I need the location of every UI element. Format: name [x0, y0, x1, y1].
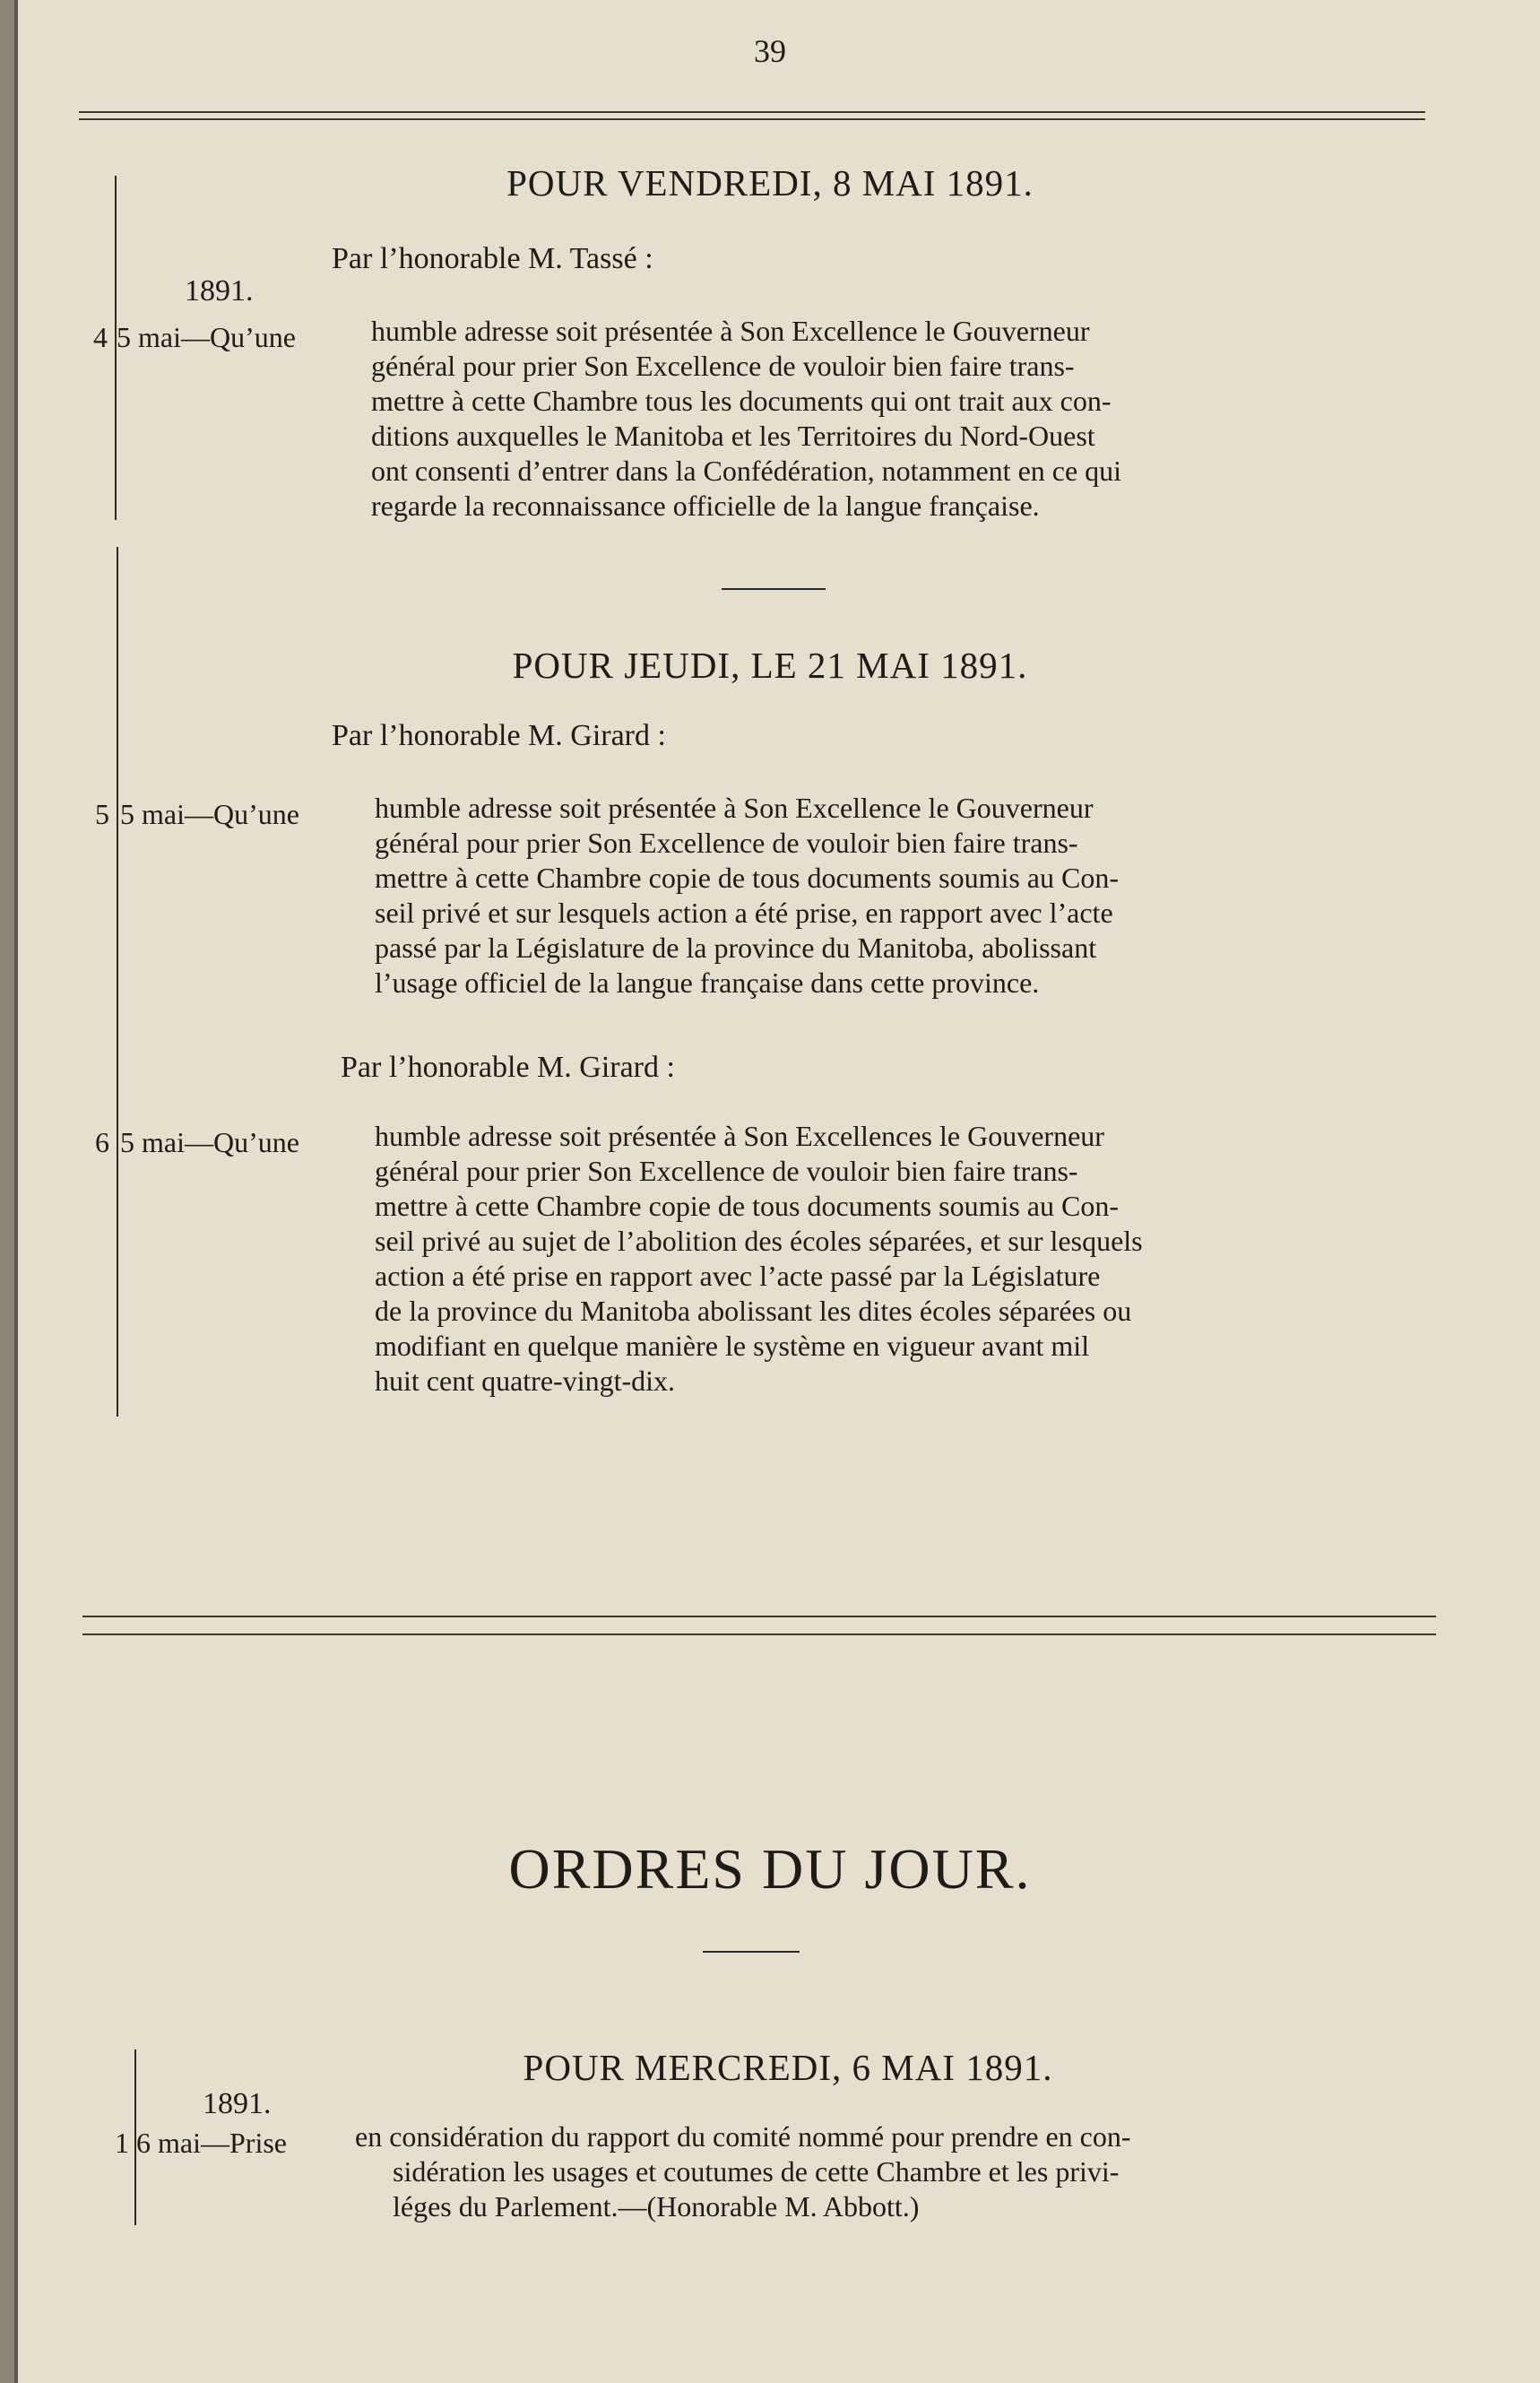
- mover-tasse: Par l’honorable M. Tassé :: [332, 242, 653, 275]
- middle-rule-lower: [82, 1633, 1436, 1635]
- page-number: 39: [754, 33, 786, 69]
- top-rule-upper: [79, 111, 1425, 113]
- section-heading-mercredi: POUR MERCREDI, 6 MAI 1891.: [523, 2047, 1053, 2088]
- top-rule-lower: [79, 118, 1425, 120]
- item-date: 5 mai—Qu’une: [117, 321, 296, 353]
- motion-text: humble adresse soit présentée à Son Excellence le Gouverneur général pour prier Son Excellence de vouloir bien faire trans- mettre à cette Chambre copie de tous documents soumis au Con- seil privé et sur lesquels action a été prise, en rapport avec l’acte passé par la Législature de la province du Manitoba, abolissant l’usage officiel de la langue française dans cette province.: [375, 792, 1119, 999]
- item-date: 5 mai—Qu’une: [120, 798, 299, 830]
- mover-girard-2: Par l’honorable M. Girard :: [341, 1051, 675, 1084]
- item-date: 6 mai—Prise: [136, 2127, 287, 2159]
- item-number: 5: [95, 798, 109, 830]
- page-binding-shadow: [14, 0, 18, 2383]
- mover-girard-1: Par l’honorable M. Girard :: [332, 719, 666, 752]
- item-date: 5 mai—Qu’une: [120, 1126, 299, 1158]
- section-separator: [722, 588, 826, 590]
- middle-rule-upper: [82, 1616, 1436, 1617]
- page-binding-edge: [0, 0, 14, 2383]
- ordres-du-jour-title: ORDRES DU JOUR.: [508, 1837, 1032, 1901]
- motion-text: humble adresse soit présentée à Son Excellence le Gouverneur général pour prier Son Excellence de vouloir bien faire trans- mettre à cette Chambre tous les documents qui ont trait aux con- ditions auxquelles le Manitoba et les Territoires du Nord-Ouest ont consenti d’entrer dans la Confédération, notamment en ce qui regarde la reconnaissance officielle de la langue française.: [371, 315, 1122, 522]
- title-underline: [703, 1951, 800, 1953]
- year-label: 1891.: [185, 274, 254, 308]
- item-number: 6: [95, 1126, 109, 1158]
- order-text: en considération du rapport du comité nommé pour prendre en con- sidération les usages et coutumes de cette Chambre et les privi- léges du Parlement.—(Honorable M. Abbott.): [355, 2120, 1131, 2223]
- item-number: 1: [115, 2127, 129, 2159]
- year-label: 1891.: [203, 2087, 272, 2120]
- section-heading-jeudi: POUR JEUDI, LE 21 MAI 1891.: [512, 645, 1028, 686]
- section-heading-vendredi: POUR VENDREDI, 8 MAI 1891.: [506, 162, 1034, 204]
- motion-text: humble adresse soit présentée à Son Excellences le Gouverneur général pour prier Son Excellence de vouloir bien faire trans- mettre à cette Chambre copie de tous documents soumis au Con- seil privé au sujet de l’abolition des écoles séparées, et sur lesquels action a été prise en rapport avec l’acte passé par la Législature de la province du Manitoba abolissant les dites écoles séparées ou modifiant en quelque manière le système en vigueur avant mil huit cent quatre-vingt-dix.: [375, 1120, 1143, 1397]
- item-number: 4: [93, 321, 108, 353]
